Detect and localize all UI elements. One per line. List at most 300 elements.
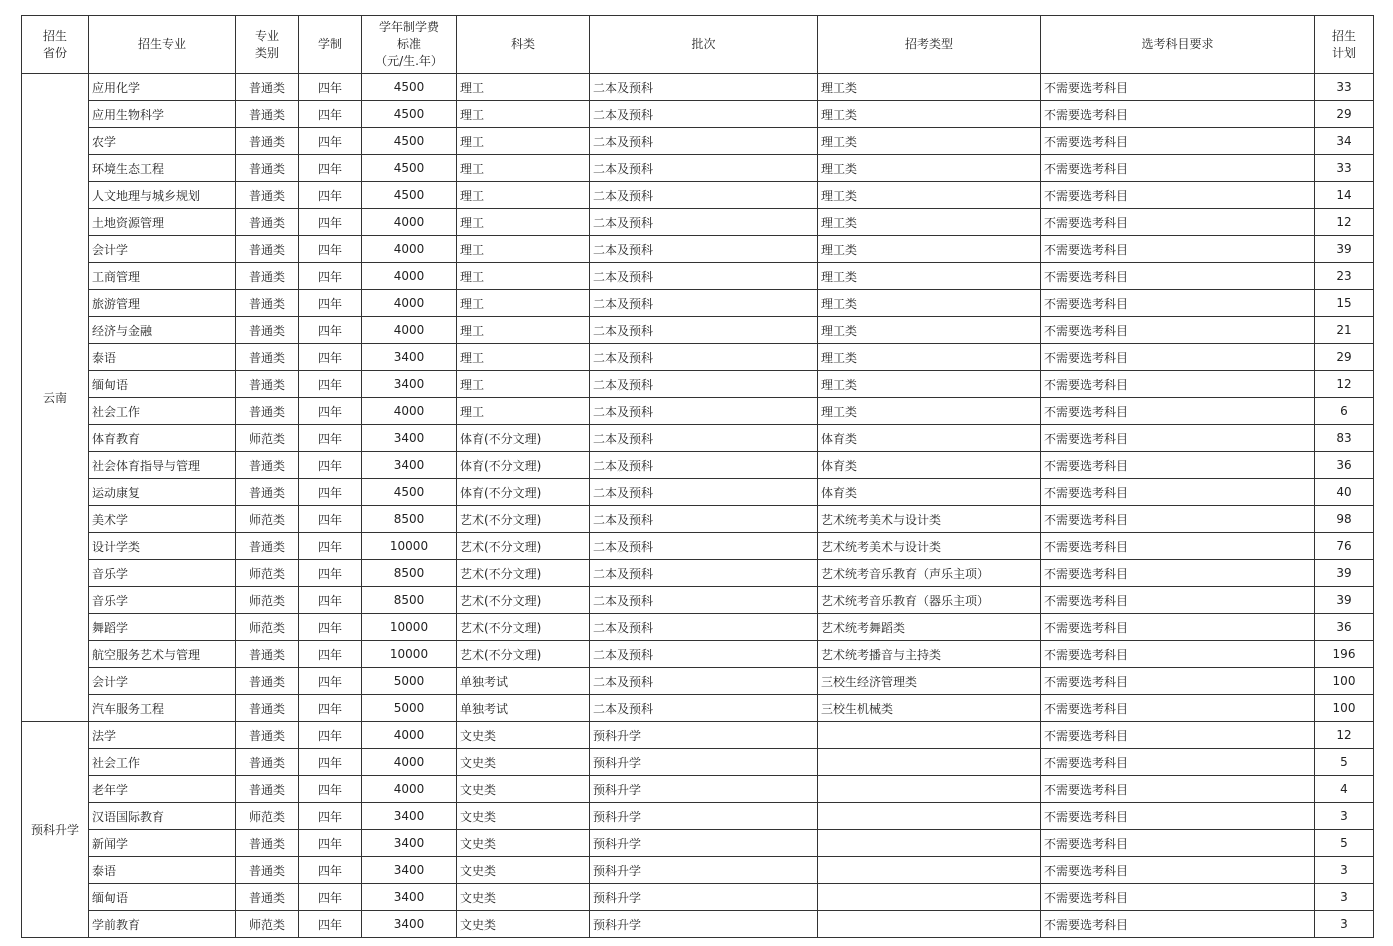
duration-cell: 四年 [299, 155, 362, 182]
table-row [22, 398, 1374, 425]
requirement-cell: 不需要选考科目 [1041, 722, 1315, 749]
subject-cell: 理工 [457, 398, 590, 425]
subject-cell: 理工 [457, 290, 590, 317]
duration-cell: 四年 [299, 317, 362, 344]
table-row [22, 425, 1374, 452]
plan-cell: 34 [1315, 128, 1374, 155]
major-cell: 美术学 [89, 506, 236, 533]
table-row [22, 371, 1374, 398]
plan-cell: 100 [1315, 695, 1374, 722]
header-major: 招生专业 [89, 16, 236, 74]
category-cell: 师范类 [236, 587, 299, 614]
table-row [22, 695, 1374, 722]
fee-cell: 4000 [362, 236, 457, 263]
category-cell: 普通类 [236, 857, 299, 884]
plan-cell: 4 [1315, 776, 1374, 803]
category-cell: 普通类 [236, 884, 299, 911]
category-cell: 普通类 [236, 155, 299, 182]
table-row [22, 74, 1374, 101]
exam-type-cell [818, 803, 1041, 830]
plan-cell: 29 [1315, 101, 1374, 128]
batch-cell: 预科升学 [590, 803, 818, 830]
plan-cell: 3 [1315, 857, 1374, 884]
major-cell: 汉语国际教育 [89, 803, 236, 830]
fee-cell: 4000 [362, 722, 457, 749]
duration-cell: 四年 [299, 749, 362, 776]
requirement-cell: 不需要选考科目 [1041, 290, 1315, 317]
table-row [22, 641, 1374, 668]
table-row [22, 344, 1374, 371]
batch-cell: 二本及预科 [590, 425, 818, 452]
duration-cell: 四年 [299, 533, 362, 560]
table-row [22, 749, 1374, 776]
fee-cell: 3400 [362, 803, 457, 830]
requirement-cell: 不需要选考科目 [1041, 587, 1315, 614]
major-cell: 航空服务艺术与管理 [89, 641, 236, 668]
plan-cell: 21 [1315, 317, 1374, 344]
major-cell: 会计学 [89, 668, 236, 695]
subject-cell: 理工 [457, 371, 590, 398]
category-cell: 普通类 [236, 317, 299, 344]
exam-type-cell: 理工类 [818, 317, 1041, 344]
exam-type-cell: 理工类 [818, 128, 1041, 155]
requirement-cell: 不需要选考科目 [1041, 371, 1315, 398]
plan-cell: 29 [1315, 344, 1374, 371]
duration-cell: 四年 [299, 857, 362, 884]
exam-type-cell: 理工类 [818, 182, 1041, 209]
subject-cell: 艺术(不分文理) [457, 641, 590, 668]
major-cell: 泰语 [89, 344, 236, 371]
header-fee: 学年制学费 标准 （元/生.年） [362, 16, 457, 74]
table-row [22, 263, 1374, 290]
duration-cell: 四年 [299, 803, 362, 830]
header-province: 招生 省份 [22, 16, 89, 74]
fee-cell: 3400 [362, 857, 457, 884]
table-row [22, 128, 1374, 155]
batch-cell: 二本及预科 [590, 317, 818, 344]
fee-cell: 10000 [362, 614, 457, 641]
subject-cell: 理工 [457, 182, 590, 209]
fee-cell: 4000 [362, 290, 457, 317]
major-cell: 经济与金融 [89, 317, 236, 344]
plan-cell: 14 [1315, 182, 1374, 209]
subject-cell: 体育(不分文理) [457, 452, 590, 479]
batch-cell: 二本及预科 [590, 695, 818, 722]
major-cell: 法学 [89, 722, 236, 749]
plan-cell: 12 [1315, 209, 1374, 236]
major-cell: 人文地理与城乡规划 [89, 182, 236, 209]
major-cell: 汽车服务工程 [89, 695, 236, 722]
plan-cell: 196 [1315, 641, 1374, 668]
header-plan: 招生 计划 [1315, 16, 1374, 74]
batch-cell: 二本及预科 [590, 209, 818, 236]
duration-cell: 四年 [299, 182, 362, 209]
exam-type-cell: 艺术统考美术与设计类 [818, 506, 1041, 533]
table-row [22, 155, 1374, 182]
duration-cell: 四年 [299, 101, 362, 128]
category-cell: 普通类 [236, 641, 299, 668]
major-cell: 老年学 [89, 776, 236, 803]
major-cell: 音乐学 [89, 560, 236, 587]
batch-cell: 预科升学 [590, 830, 818, 857]
table-row [22, 290, 1374, 317]
duration-cell: 四年 [299, 695, 362, 722]
requirement-cell: 不需要选考科目 [1041, 344, 1315, 371]
plan-cell: 3 [1315, 911, 1374, 938]
exam-type-cell: 艺术统考舞蹈类 [818, 614, 1041, 641]
table-row [22, 911, 1374, 938]
requirement-cell: 不需要选考科目 [1041, 209, 1315, 236]
exam-type-cell: 理工类 [818, 101, 1041, 128]
subject-cell: 艺术(不分文理) [457, 587, 590, 614]
exam-type-cell [818, 722, 1041, 749]
requirement-cell: 不需要选考科目 [1041, 776, 1315, 803]
header-category: 专业 类别 [236, 16, 299, 74]
major-cell: 社会体育指导与管理 [89, 452, 236, 479]
exam-type-cell: 理工类 [818, 155, 1041, 182]
batch-cell: 预科升学 [590, 857, 818, 884]
exam-type-cell: 理工类 [818, 209, 1041, 236]
plan-cell: 3 [1315, 884, 1374, 911]
batch-cell: 二本及预科 [590, 533, 818, 560]
table-row [22, 479, 1374, 506]
major-cell: 旅游管理 [89, 290, 236, 317]
header-subject: 科类 [457, 16, 590, 74]
table-row [22, 533, 1374, 560]
fee-cell: 4500 [362, 182, 457, 209]
exam-type-cell [818, 749, 1041, 776]
subject-cell: 体育(不分文理) [457, 425, 590, 452]
table-row [22, 452, 1374, 479]
requirement-cell: 不需要选考科目 [1041, 236, 1315, 263]
category-cell: 普通类 [236, 182, 299, 209]
major-cell: 环境生态工程 [89, 155, 236, 182]
table-row [22, 506, 1374, 533]
category-cell: 普通类 [236, 695, 299, 722]
batch-cell: 二本及预科 [590, 506, 818, 533]
category-cell: 师范类 [236, 506, 299, 533]
duration-cell: 四年 [299, 452, 362, 479]
province-cell: 预科升学 [22, 722, 89, 938]
duration-cell: 四年 [299, 398, 362, 425]
table-row [22, 884, 1374, 911]
subject-cell: 文史类 [457, 857, 590, 884]
plan-cell: 33 [1315, 155, 1374, 182]
batch-cell: 二本及预科 [590, 155, 818, 182]
subject-cell: 文史类 [457, 884, 590, 911]
duration-cell: 四年 [299, 587, 362, 614]
category-cell: 普通类 [236, 668, 299, 695]
category-cell: 普通类 [236, 830, 299, 857]
subject-cell: 文史类 [457, 749, 590, 776]
subject-cell: 体育(不分文理) [457, 479, 590, 506]
requirement-cell: 不需要选考科目 [1041, 857, 1315, 884]
category-cell: 普通类 [236, 128, 299, 155]
table-row [22, 587, 1374, 614]
category-cell: 普通类 [236, 371, 299, 398]
duration-cell: 四年 [299, 641, 362, 668]
category-cell: 师范类 [236, 803, 299, 830]
category-cell: 普通类 [236, 236, 299, 263]
table-row [22, 722, 1374, 749]
fee-cell: 5000 [362, 668, 457, 695]
batch-cell: 二本及预科 [590, 587, 818, 614]
requirement-cell: 不需要选考科目 [1041, 560, 1315, 587]
category-cell: 普通类 [236, 344, 299, 371]
batch-cell: 二本及预科 [590, 128, 818, 155]
plan-cell: 39 [1315, 560, 1374, 587]
subject-cell: 文史类 [457, 776, 590, 803]
exam-type-cell: 理工类 [818, 236, 1041, 263]
fee-cell: 4500 [362, 74, 457, 101]
category-cell: 普通类 [236, 101, 299, 128]
duration-cell: 四年 [299, 722, 362, 749]
exam-type-cell: 三校生机械类 [818, 695, 1041, 722]
batch-cell: 二本及预科 [590, 290, 818, 317]
requirement-cell: 不需要选考科目 [1041, 182, 1315, 209]
category-cell: 普通类 [236, 749, 299, 776]
table-row [22, 560, 1374, 587]
plan-cell: 98 [1315, 506, 1374, 533]
requirement-cell: 不需要选考科目 [1041, 695, 1315, 722]
major-cell: 音乐学 [89, 587, 236, 614]
duration-cell: 四年 [299, 776, 362, 803]
exam-type-cell: 理工类 [818, 74, 1041, 101]
exam-type-cell: 艺术统考美术与设计类 [818, 533, 1041, 560]
fee-cell: 4000 [362, 317, 457, 344]
requirement-cell: 不需要选考科目 [1041, 668, 1315, 695]
major-cell: 设计学类 [89, 533, 236, 560]
plan-cell: 5 [1315, 830, 1374, 857]
exam-type-cell: 理工类 [818, 344, 1041, 371]
admission-plan-table [21, 15, 1374, 938]
subject-cell: 文史类 [457, 911, 590, 938]
major-cell: 体育教育 [89, 425, 236, 452]
plan-cell: 5 [1315, 749, 1374, 776]
fee-cell: 3400 [362, 425, 457, 452]
duration-cell: 四年 [299, 209, 362, 236]
category-cell: 普通类 [236, 290, 299, 317]
fee-cell: 3400 [362, 452, 457, 479]
fee-cell: 4500 [362, 479, 457, 506]
batch-cell: 二本及预科 [590, 263, 818, 290]
exam-type-cell: 理工类 [818, 263, 1041, 290]
table-row [22, 857, 1374, 884]
fee-cell: 4500 [362, 128, 457, 155]
exam-type-cell: 艺术统考音乐教育（器乐主项） [818, 587, 1041, 614]
plan-cell: 83 [1315, 425, 1374, 452]
major-cell: 缅甸语 [89, 371, 236, 398]
batch-cell: 二本及预科 [590, 182, 818, 209]
plan-cell: 39 [1315, 587, 1374, 614]
requirement-cell: 不需要选考科目 [1041, 803, 1315, 830]
plan-cell: 40 [1315, 479, 1374, 506]
exam-type-cell: 体育类 [818, 425, 1041, 452]
exam-type-cell: 理工类 [818, 290, 1041, 317]
major-cell: 应用化学 [89, 74, 236, 101]
fee-cell: 3400 [362, 830, 457, 857]
plan-cell: 100 [1315, 668, 1374, 695]
subject-cell: 艺术(不分文理) [457, 533, 590, 560]
batch-cell: 预科升学 [590, 722, 818, 749]
subject-cell: 艺术(不分文理) [457, 506, 590, 533]
major-cell: 应用生物科学 [89, 101, 236, 128]
fee-cell: 4000 [362, 398, 457, 425]
subject-cell: 艺术(不分文理) [457, 560, 590, 587]
major-cell: 会计学 [89, 236, 236, 263]
province-cell: 云南 [22, 74, 89, 722]
plan-cell: 76 [1315, 533, 1374, 560]
fee-cell: 3400 [362, 371, 457, 398]
requirement-cell: 不需要选考科目 [1041, 884, 1315, 911]
requirement-cell: 不需要选考科目 [1041, 155, 1315, 182]
batch-cell: 二本及预科 [590, 614, 818, 641]
category-cell: 师范类 [236, 911, 299, 938]
table-row [22, 236, 1374, 263]
exam-type-cell: 体育类 [818, 452, 1041, 479]
batch-cell: 二本及预科 [590, 452, 818, 479]
category-cell: 普通类 [236, 479, 299, 506]
requirement-cell: 不需要选考科目 [1041, 506, 1315, 533]
exam-type-cell: 艺术统考音乐教育（声乐主项） [818, 560, 1041, 587]
exam-type-cell [818, 857, 1041, 884]
major-cell: 学前教育 [89, 911, 236, 938]
subject-cell: 理工 [457, 236, 590, 263]
plan-cell: 3 [1315, 803, 1374, 830]
exam-type-cell: 理工类 [818, 398, 1041, 425]
category-cell: 普通类 [236, 263, 299, 290]
requirement-cell: 不需要选考科目 [1041, 830, 1315, 857]
batch-cell: 二本及预科 [590, 479, 818, 506]
table-row [22, 803, 1374, 830]
table-body [22, 74, 1374, 938]
requirement-cell: 不需要选考科目 [1041, 74, 1315, 101]
subject-cell: 文史类 [457, 830, 590, 857]
requirement-cell: 不需要选考科目 [1041, 749, 1315, 776]
batch-cell: 二本及预科 [590, 344, 818, 371]
table-row [22, 182, 1374, 209]
requirement-cell: 不需要选考科目 [1041, 398, 1315, 425]
fee-cell: 8500 [362, 587, 457, 614]
major-cell: 新闻学 [89, 830, 236, 857]
requirement-cell: 不需要选考科目 [1041, 641, 1315, 668]
duration-cell: 四年 [299, 830, 362, 857]
duration-cell: 四年 [299, 425, 362, 452]
duration-cell: 四年 [299, 263, 362, 290]
exam-type-cell [818, 830, 1041, 857]
batch-cell: 二本及预科 [590, 398, 818, 425]
duration-cell: 四年 [299, 236, 362, 263]
requirement-cell: 不需要选考科目 [1041, 452, 1315, 479]
exam-type-cell [818, 911, 1041, 938]
major-cell: 土地资源管理 [89, 209, 236, 236]
category-cell: 普通类 [236, 74, 299, 101]
exam-type-cell: 理工类 [818, 371, 1041, 398]
subject-cell: 艺术(不分文理) [457, 614, 590, 641]
subject-cell: 理工 [457, 344, 590, 371]
plan-cell: 39 [1315, 236, 1374, 263]
duration-cell: 四年 [299, 614, 362, 641]
duration-cell: 四年 [299, 74, 362, 101]
fee-cell: 4500 [362, 101, 457, 128]
major-cell: 社会工作 [89, 398, 236, 425]
category-cell: 师范类 [236, 425, 299, 452]
subject-cell: 单独考试 [457, 668, 590, 695]
batch-cell: 预科升学 [590, 911, 818, 938]
table-row [22, 830, 1374, 857]
exam-type-cell: 艺术统考播音与主持类 [818, 641, 1041, 668]
requirement-cell: 不需要选考科目 [1041, 614, 1315, 641]
batch-cell: 二本及预科 [590, 560, 818, 587]
batch-cell: 预科升学 [590, 884, 818, 911]
batch-cell: 二本及预科 [590, 371, 818, 398]
fee-cell: 3400 [362, 344, 457, 371]
category-cell: 师范类 [236, 614, 299, 641]
fee-cell: 3400 [362, 911, 457, 938]
major-cell: 运动康复 [89, 479, 236, 506]
table-row [22, 209, 1374, 236]
duration-cell: 四年 [299, 479, 362, 506]
requirement-cell: 不需要选考科目 [1041, 425, 1315, 452]
duration-cell: 四年 [299, 911, 362, 938]
table-row [22, 668, 1374, 695]
subject-cell: 理工 [457, 101, 590, 128]
requirement-cell: 不需要选考科目 [1041, 128, 1315, 155]
batch-cell: 二本及预科 [590, 641, 818, 668]
plan-cell: 15 [1315, 290, 1374, 317]
exam-type-cell: 三校生经济管理类 [818, 668, 1041, 695]
category-cell: 普通类 [236, 209, 299, 236]
plan-cell: 33 [1315, 74, 1374, 101]
plan-cell: 6 [1315, 398, 1374, 425]
header-batch: 批次 [590, 16, 818, 74]
table-row [22, 614, 1374, 641]
batch-cell: 二本及预科 [590, 668, 818, 695]
fee-cell: 10000 [362, 533, 457, 560]
major-cell: 泰语 [89, 857, 236, 884]
major-cell: 社会工作 [89, 749, 236, 776]
exam-type-cell: 体育类 [818, 479, 1041, 506]
subject-cell: 理工 [457, 128, 590, 155]
major-cell: 缅甸语 [89, 884, 236, 911]
fee-cell: 8500 [362, 560, 457, 587]
duration-cell: 四年 [299, 290, 362, 317]
category-cell: 普通类 [236, 533, 299, 560]
subject-cell: 理工 [457, 263, 590, 290]
major-cell: 工商管理 [89, 263, 236, 290]
fee-cell: 4000 [362, 749, 457, 776]
plan-cell: 36 [1315, 614, 1374, 641]
batch-cell: 二本及预科 [590, 101, 818, 128]
fee-cell: 4000 [362, 209, 457, 236]
plan-cell: 23 [1315, 263, 1374, 290]
subject-cell: 文史类 [457, 722, 590, 749]
duration-cell: 四年 [299, 884, 362, 911]
exam-type-cell [818, 776, 1041, 803]
batch-cell: 预科升学 [590, 776, 818, 803]
requirement-cell: 不需要选考科目 [1041, 479, 1315, 506]
header-exam-type: 招考类型 [818, 16, 1041, 74]
duration-cell: 四年 [299, 344, 362, 371]
batch-cell: 预科升学 [590, 749, 818, 776]
plan-cell: 12 [1315, 371, 1374, 398]
header-row [22, 16, 1374, 74]
plan-cell: 12 [1315, 722, 1374, 749]
fee-cell: 4000 [362, 263, 457, 290]
fee-cell: 10000 [362, 641, 457, 668]
duration-cell: 四年 [299, 668, 362, 695]
major-cell: 农学 [89, 128, 236, 155]
